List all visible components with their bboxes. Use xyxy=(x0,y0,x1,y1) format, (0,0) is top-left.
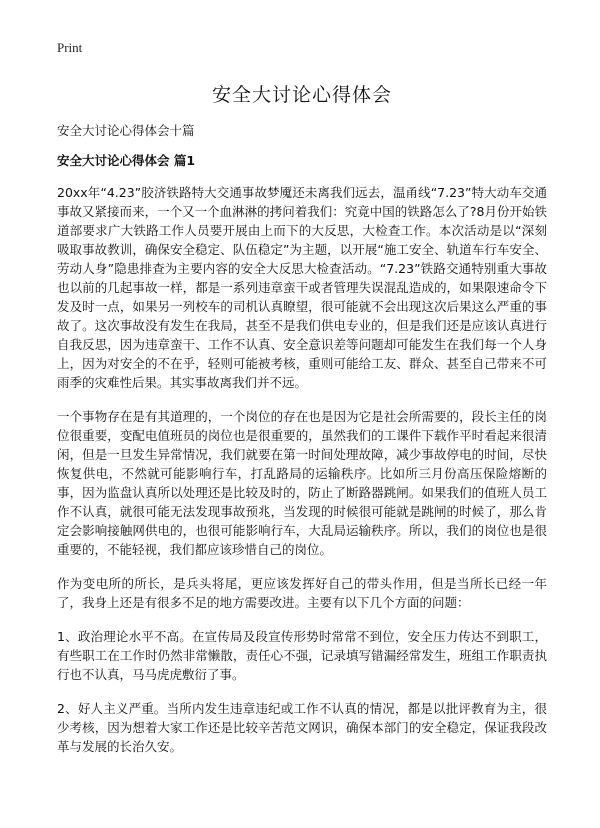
paragraph-2: 一个事物存在是有其道理的，一个岗位的存在也是因为它是社会所需要的，段长主任的岗位很重要，变配电值班员的岗位也是很重要的，虽然我们的工课件下载作平时看起来很清闲，但是一旦发生异常情况，我们就要在第一时间处理故障，减少事故停电的时间，尽快恢复供电，不然就可能影响行车，打乱路局的运输秩序。比如所三月份高压保险熔断的事，因为监盘认真所以处理还是比较及时的，防止了断路器跳闸。如果我们的值班人员工作不认真，就很可能无法发现事故预兆，当发现的时候很可能就是跳闸的时候了，那么肯定会影响接触网供电的，也很可能影响行车，大乱局运输秩序。所以，我们的岗位也是很重要的，不能轻视，我们都应该珍惜自己的岗位。 xyxy=(57,409,547,557)
paragraph-5: 2、好人主义严重。当所内发生违章违纪或工作不认真的情况，都是以批评教育为主，很少考核，因为想着大家工作还是比较辛苦范文网识，确保本部门的安全稳定，保证我段改革与发展的长治久安。 xyxy=(57,701,547,754)
document-page xyxy=(57,40,547,771)
paragraph-3: 作为变电所的所长，是兵头将尾，更应该发挥好自己的带头作用，但是当所长已经一年了，我身上还是有很多不足的地方需要改进。主要有以下几个方面的问题： xyxy=(57,576,547,610)
paragraph-4: 1、政治理论水平不高。在宣传局及段宣传形势时常常不到位，安全压力传达不到职工，有些职工在工作时仍然非常懒散，责任心不强，记录填写错漏经常发生，班组工作职责执行也不认真，马马虎虎敷衍了事。 xyxy=(57,629,547,682)
document-subtitle: 安全大讨论心得体会十篇 xyxy=(57,123,195,138)
document-title: 安全大讨论心得体会 xyxy=(211,84,392,106)
print-label: Print xyxy=(57,40,83,55)
section-heading: 安全大讨论心得体会 篇1 xyxy=(57,153,196,168)
paragraph-1: 20xx年“4.23”胶济铁路特大交通事故梦魇还未离我们远去，温甬线“7.23”特大动车交通事故又紧接而来，一个又一个血淋淋的拷问着我们：究竟中国的铁路怎么了?8月份开始铁道部要求广大铁路工作人员要开展由上而下的大反思，大检查工作。本次活动是以“深刻吸取事故教训，确保安全稳定、队伍稳定”为主题，以开展“施工安全、轨道车行车安全、劳动人身”隐患排查为主要内容的安全大反思大检查活动。“7.23”铁路交通特别重大事故也以前的几起事故一样，都是一系列违章蛮干或者管理失误混乱造成的，如果限速命令下发及时一点，如果另一列校车的司机认真瞭望，很可能就不会出现这次后果这么严重的事故了。这次事故没有发生在我局，甚至不是我们供电专业的，但是我们还是应该认真进行自我反思，因为违章蛮干、工作不认真、安全意识差等问题却可能发生在我们每一个人身上，因为对安全的不在乎，轻则可能被考核，重则可能给工友、群众、甚至自己带来不可雨季的灾难性后果。其实事故离我们并不远。 xyxy=(57,185,547,390)
